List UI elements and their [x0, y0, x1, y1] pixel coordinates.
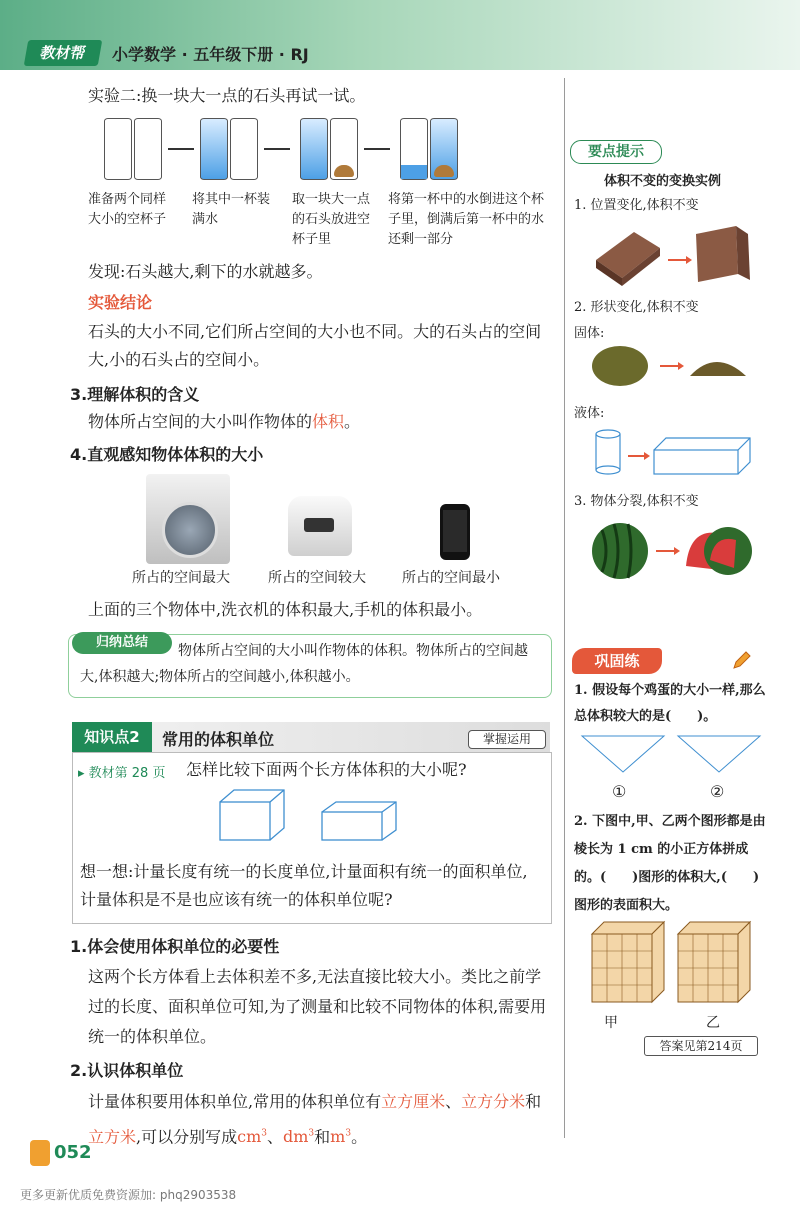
conclusion-text: 石头的大小不同,它们所占空间的大小也不同。大的石头占的空间大,小的石头占的空间小。	[88, 322, 542, 369]
kp-think: 想一想:计量长度有统一的长度单位,计量面积有统一的面积单位,计量体积是不是也应该有统一的体积单位呢?	[80, 862, 528, 909]
step-caption-2: 将其中一杯装满水	[192, 192, 271, 227]
watermelon-image	[590, 520, 760, 582]
caption-larger: 所占的空间较大	[268, 570, 366, 586]
tip-tag: 要点提示	[570, 140, 662, 164]
page-number-badge	[30, 1140, 140, 1170]
tip-item-2: 2. 形状变化,体积不变	[574, 300, 699, 315]
knowledge-point-title: 常用的体积单位	[162, 730, 275, 749]
practice-q2: 2. 下图中,甲、乙两个图形都是由棱长为 1 cm 的小正方体拼成的。( )图形的体积大,( )图形的表面积大。	[574, 814, 766, 913]
step-caption-1: 准备两个同样大小的空杯子	[88, 192, 167, 227]
textbook-reference: ▸ 教材第 28 页	[78, 766, 166, 781]
caption-largest: 所占的空间最大	[132, 570, 230, 586]
kp-question: 怎样比较下面两个长方体体积的大小呢?	[186, 760, 467, 779]
tip-item-1: 1. 位置变化,体积不变	[574, 198, 699, 213]
washing-machine-image	[146, 474, 230, 564]
page-number: 052	[54, 1142, 92, 1163]
egg-triangles-image	[578, 730, 768, 776]
tip-solid-label: 固体:	[574, 326, 605, 341]
unit2-title: 2.认识体积单位	[70, 1061, 184, 1080]
brick-rotation-image	[588, 220, 768, 290]
option-1-label: ①	[612, 782, 627, 801]
knowledge-point-badge: 知识点2	[72, 722, 152, 752]
step-caption-4: 将第一杯中的水倒进这个杯子里，倒满后第一杯中的水还剩一部分	[388, 192, 545, 247]
unit2-text: 计量体积要用体积单位,常用的体积单位有立方厘米、立方分米和立方米,可以分别写成$cm^3$、$dm^3$和$m^3$。	[88, 1092, 542, 1147]
conclusion-title: 实验结论	[88, 293, 153, 312]
caption-smallest: 所占的空间最小	[402, 570, 500, 586]
experiment-finding: 发现:石头越大,剩下的水就越多。	[88, 262, 323, 281]
figure-jia-label: 甲	[604, 1015, 618, 1031]
unit1-text: 这两个长方体看上去体积差不多,无法直接比较大小。类比之前学过的长度、面积单位可知,为了测量和比较不同物体的体积,需要用统一的体积单位。	[88, 967, 547, 1046]
header-badge: 教材帮	[24, 40, 103, 66]
liquid-container-image	[594, 428, 754, 478]
rice-cooker-image	[288, 496, 352, 556]
section4-title: 4.直观感知物体体积的大小	[70, 445, 264, 464]
section4-text: 上面的三个物体中,洗衣机的体积最大,手机的体积最小。	[88, 600, 483, 619]
cube-stacks-image	[588, 916, 758, 1008]
header-title: 小学数学 · 五年级下册 · RJ	[112, 45, 309, 64]
section3-title: 3.理解体积的含义	[70, 385, 200, 404]
mastery-tag: 掌握运用	[468, 730, 546, 749]
clay-shape-image	[590, 342, 760, 390]
experiment-illustration	[96, 112, 566, 192]
phone-image	[440, 504, 470, 560]
figure-yi-label: 乙	[706, 1015, 720, 1031]
pencil-icon	[732, 650, 752, 670]
unit1-title: 1.体会使用体积单位的必要性	[70, 937, 280, 956]
column-divider	[564, 78, 565, 1138]
tip-item-3: 3. 物体分裂,体积不变	[574, 494, 699, 509]
step-caption-3: 取一块大一点的石头放进空杯子里	[292, 192, 371, 247]
practice-tag: 巩固练	[572, 648, 662, 674]
option-2-label: ②	[710, 782, 725, 801]
experiment-title: 实验二:换一块大一点的石头再试一试。	[88, 86, 366, 105]
summary-tag: 归纳总结	[72, 632, 172, 654]
cuboid-figures	[210, 786, 410, 846]
practice-q1: 1. 假设每个鸡蛋的大小一样,那么总体积较大的是( )。	[574, 683, 766, 724]
tip-liquid-label: 液体:	[574, 406, 605, 421]
tip-heading: 体积不变的变换实例	[604, 174, 722, 189]
answer-reference: 答案见第214页	[644, 1036, 758, 1056]
section3-text: 物体所占空间的大小叫作物体的体积。	[88, 412, 361, 431]
summary-text: 物体所占空间的大小叫作物体的体积。物体所占的空间越大,体积越大;物体所占的空间越小,体积越小。	[80, 643, 528, 685]
footer-text: 更多更新优质免费资源加: phq2903538	[20, 1188, 237, 1202]
